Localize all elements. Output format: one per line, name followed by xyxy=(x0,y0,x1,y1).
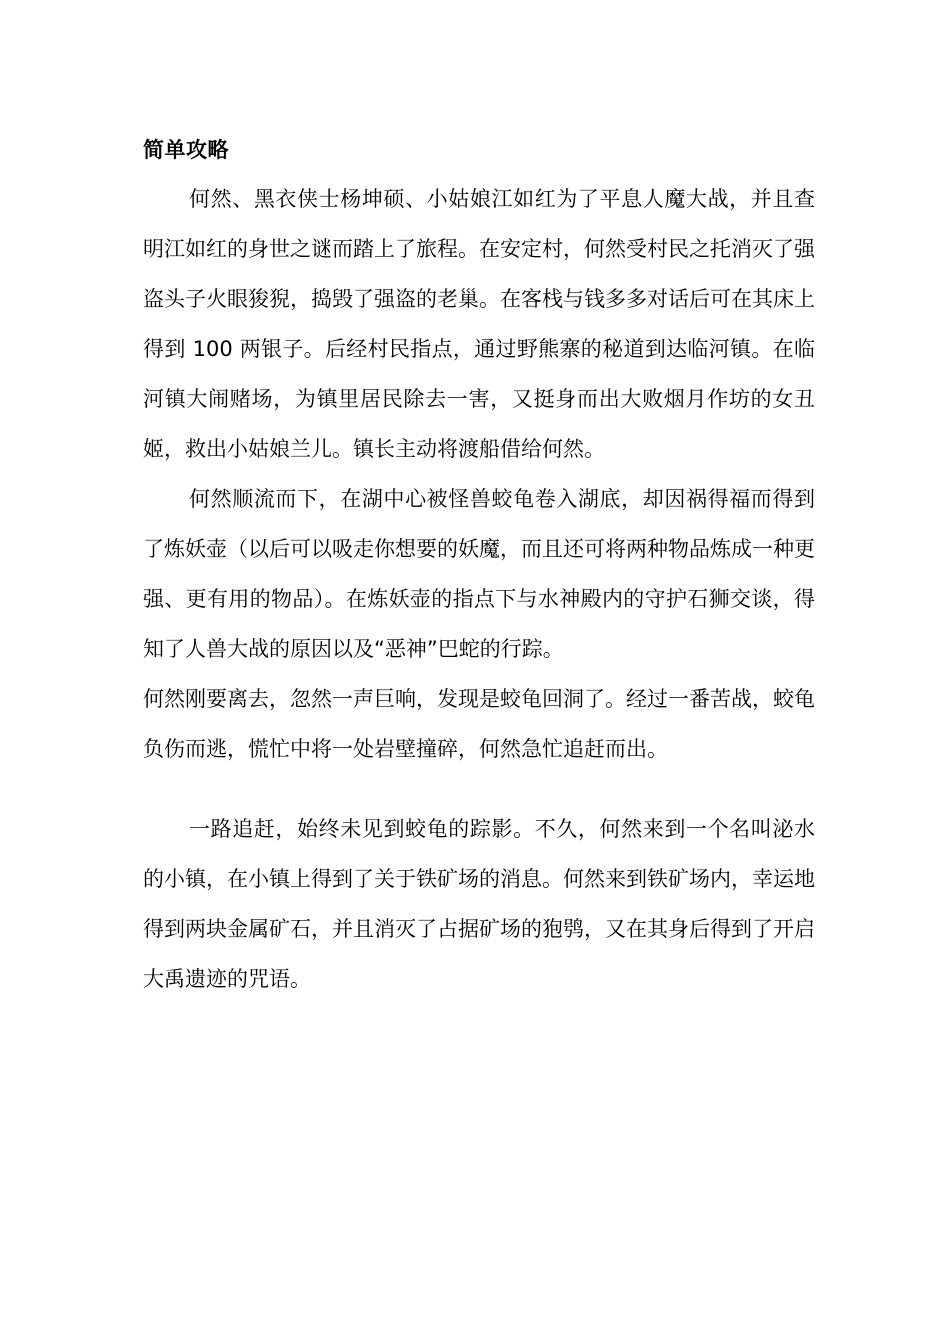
paragraph-4: 一路追赶，始终未见到蛟龟的踪影。不久，何然来到一个名叫泌水的小镇，在小镇上得到了关于铁矿场的消息。何然来到铁矿场内，幸运地得到两块金属矿石，并且消灭了占据矿场的狍鸮，又在其身后得到了开启大禹遗迹的咒语。 xyxy=(143,817,815,991)
paragraph-spacer xyxy=(143,774,815,804)
paragraph-3: 何然刚要离去，忽然一声巨响，发现是蛟龟回洞了。经过一番苦战，蛟龟负伤而逃，慌忙中将一处岩壁撞碎，何然急忙追赶而出。 xyxy=(143,687,815,761)
paragraph-2: 何然顺流而下，在湖中心被怪兽蛟龟卷入湖底，却因祸得福而得到了炼妖壶（以后可以吸走你想要的妖魔，而且还可将两种物品炼成一种更强、更有用的物品）。在炼妖壶的指点下与水神殿内的守护石狮交谈，得知了人兽大战的原因以及“恶神”巴蛇的行踪。 xyxy=(143,487,815,661)
document-heading: 简单攻略 xyxy=(143,138,229,162)
document-page xyxy=(143,128,815,1004)
paragraph-1: 何然、黑衣侠士杨坤硕、小姑娘江如红为了平息人魔大战，并且查明江如红的身世之谜而踏上了旅程。在安定村，何然受村民之托消灭了强盗头子火眼狻猊，捣毁了强盗的老巢。在客栈与钱多多对话后可在其床上得到 100 两银子。后经村民指点，通过野熊寨的秘道到达临河镇。在临河镇大闹赌场，为镇里居民除去一害，又挺身而出大败烟月作坊的女丑姬，救出小姑娘兰儿。镇长主动将渡船借给何然。 xyxy=(143,187,815,461)
